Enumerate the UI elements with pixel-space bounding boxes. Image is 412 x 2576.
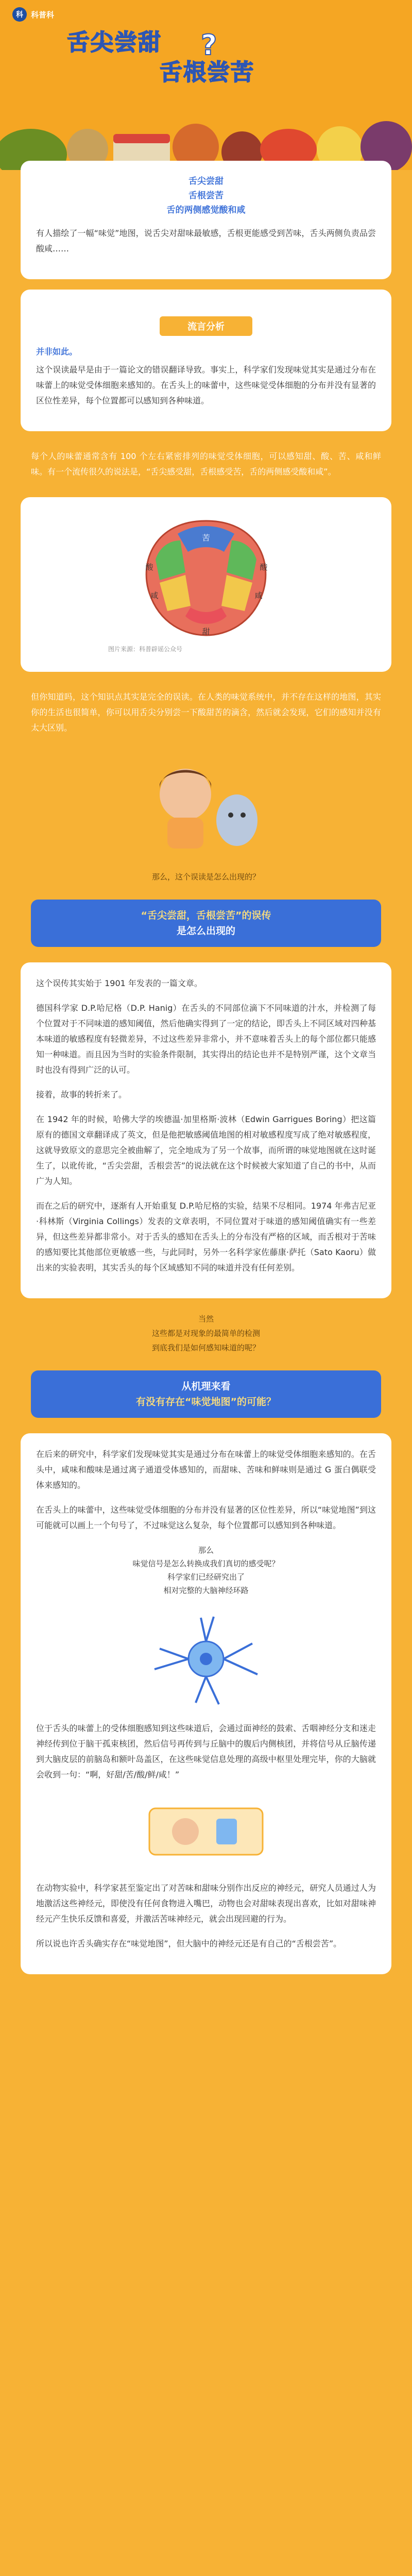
tongue-label-bitter: 苦 (202, 533, 210, 543)
question-text: 当然 这些都是对现象的最简单的检测 到底我们是如何感知味道的呢？ (151, 1314, 260, 1352)
rumor-analysis-card (21, 290, 391, 431)
tongue-map-illustration (129, 516, 283, 639)
question-mark-icon: ? (201, 29, 217, 61)
keyword-list (36, 174, 376, 217)
header-banner (0, 0, 412, 170)
history-card (21, 962, 391, 1298)
section-banner: 从机理来看 有没有存在“味觉地图”的可能？ (31, 1370, 381, 1418)
neuron-illustration (36, 1607, 376, 1710)
tongue-label-salty-left: 咸 (150, 591, 159, 600)
paragraph: 但你知道吗，这个知识点其实是完全的误读。在人类的味觉系统中，并不存在这样的地图，其实你的生活也很简单，你可以用舌尖分别尝一下酸甜苦的滴含，然后就会发现，它们的感知并没有太大区别。 (31, 692, 381, 733)
paragraph: 每个人的味蕾通常含有 100 个左右紧密排列的味觉受体细胞，可以感知甜、酸、苦、咸和鲜味。有一个流传很久的说法是，“舌尖感受甜，舌根感受苦，舌的两侧感受酸和咸”。 (31, 451, 381, 477)
tongue-label-sour-left: 酸 (145, 563, 153, 572)
mascot-icon (216, 794, 258, 846)
tongue-label-sour-right: 酸 (260, 563, 268, 572)
section-subhead: 并非如此。 (36, 347, 78, 357)
keyword-item: 舌的两侧感觉酸和咸 (166, 205, 246, 215)
food-illustration (0, 98, 412, 170)
title-line-1: 舌尖尝甜 (67, 29, 162, 56)
intro-text: 有人描绘了一幅“味觉”地图，说舌尖对甜味最敏感，舌根更能感受到苦味，舌头两侧负责品尝酸咸…… (36, 228, 376, 253)
question-text: 那么，这个误读是怎么出现的？ (151, 872, 260, 882)
girl-face-icon (160, 769, 211, 820)
image-caption: 图片来源：科普辟谣公众号 (108, 646, 183, 653)
question-text: 那么 味觉信号是怎么转换成我们真切的感受呢？ 科学家们已经研究出了 相对完整的大脑神经环路 (132, 1546, 280, 1595)
mechanism-card: 在后来的研究中，科学家们发现味觉其实是通过分布在味蕾上的味觉受体细胞来感知的。在舌头中，咸味和酸味是通过离子通道受体感知的，而甜味、苦味和鲜味则是通过 G 蛋白偶联受体来感知的。 在舌头上的味蕾中，这些味觉受体细胞的分布并没有显著的区位性差异，所以“味觉地图”到这可能就可以画上一个句号了，不过味觉这么复杂，每个位置都可以感知到各种味道。 那么 味觉信号是怎么转换成我们真切的感受呢？ 科学家们已经研究出了 相对完整的大脑神经环路 位于舌头的味蕾上的受体细胞感知到这些味道后，会通过面神经的鼓索、舌咽神经分支和迷走神经传到位于脑干孤束核团，然后信号再传到与丘脑中的腹后内侧核团，并将信号从丘脑传递到大脑皮层的前脑岛和额叶岛盖区，在这些味觉信息处理的高级中枢里处理完毕，你的大脑就会收到一句：“啊，好甜/苦/酸/鲜/咸！” 在动物实验中，科学家甚至鉴定出了对苦味和甜味分别作出反应的神经元，研究人员通过人为地激活这些神经元，即使没有任何食物进入嘴巴，动物也会对甜味表现出喜欢，比如对甜味神经元产生快乐反馈和喜爱，并激活苦味神经元，就会出现回避的行为。 所以说也许舌头确实存在“味觉地图”，但大脑中的神经元还是有自己的“舌根尝苦”。 (21, 1433, 391, 1974)
section-banner: “舌尖尝甜，舌根尝苦”的误传 是怎么出现的 (31, 900, 381, 947)
cartoon-illustration (0, 753, 412, 856)
keyword-item: 舌尖尝甜 (188, 176, 224, 187)
brand[interactable] (12, 7, 54, 22)
tongue-map-card (21, 497, 391, 672)
keyword-item: 舌根尝苦 (188, 191, 224, 201)
title-line-2: 舌根尝苦 (160, 59, 254, 86)
lab-illustration (36, 1793, 376, 1870)
history-text: 这个误传其实始于 1901 年发表的一篇文章。 德国科学家 D.P.哈尼格（D.P. Hanig）在舌头的不同部位滴下不同味道的汁水，并检测了每个位置对于不同味道的感知阈值，然后他确实得到了一定的结论，即舌头上不同区域对四种基本味道的敏感程度有轻微差异，不过这些差异非常小，并不意味着舌头上的每个部位都只能感知一种味道。而且因为当时的实验条件限制，其实得出的结论也并不是特别严谨，这个文章当时也没有得到广泛的认可。 接着，故事的转折来了。 在 1942 年的时候，哈佛大学的埃德温·加里格斯·波林（Edwin Garrigues Boring）把这篇原有的德国文章翻译成了英文，但是他把敏感阈值地图的相对敏感程度写成了绝对敏感程度，这就导致原文的意思完全被曲解了，完全地成为了另一个故事，而所谓的味觉地图就在这时诞生了，以讹传讹，“舌尖尝甜，舌根尝苦”的说法就在这个时候被大家知道了自己的书中，从而广为人知。 而在之后的研究中，逐渐有人开始重复 D.P.哈尼格的实验，结果不尽相同。1974 年弗吉尼亚·科林斯（Virginia Collings）发表的文章表明，不同位置对于味道的感知阈值确实有一些差异，但这些差异都非常小。对于舌头的感知在舌头上的分布没有严格的区域，而舌根对于苦味的感知要比其他部位更敏感一些，与此同时，另外一名科学家佐藤康·萨托（Sato Kaoru）做出来的实验表明，其实舌头的每个区域感知不同的味道并没有任何差别。 (36, 978, 376, 1273)
section-title: 流言分析 (160, 316, 252, 336)
brand-name: 科普科 (31, 10, 55, 20)
page-title (67, 24, 345, 86)
scientist-icon (172, 1818, 199, 1845)
beaker-icon (216, 1819, 237, 1844)
tongue-label-sweet: 甜 (202, 627, 210, 636)
tongue-label-salty-right: 咸 (254, 591, 263, 600)
brand-logo-icon: 科 (12, 7, 27, 22)
intro-card (21, 161, 391, 279)
rumor-text: 这个误读最早是由于一篇论文的错误翻译导致。事实上，科学家们发现味觉其实是通过分布在味蕾上的味觉受体细胞来感知的。在舌头上的味蕾中，这些味觉受体细胞的分布并没有显著的区位性差异，每个位置都可以感知到各种味道。 (36, 365, 376, 405)
